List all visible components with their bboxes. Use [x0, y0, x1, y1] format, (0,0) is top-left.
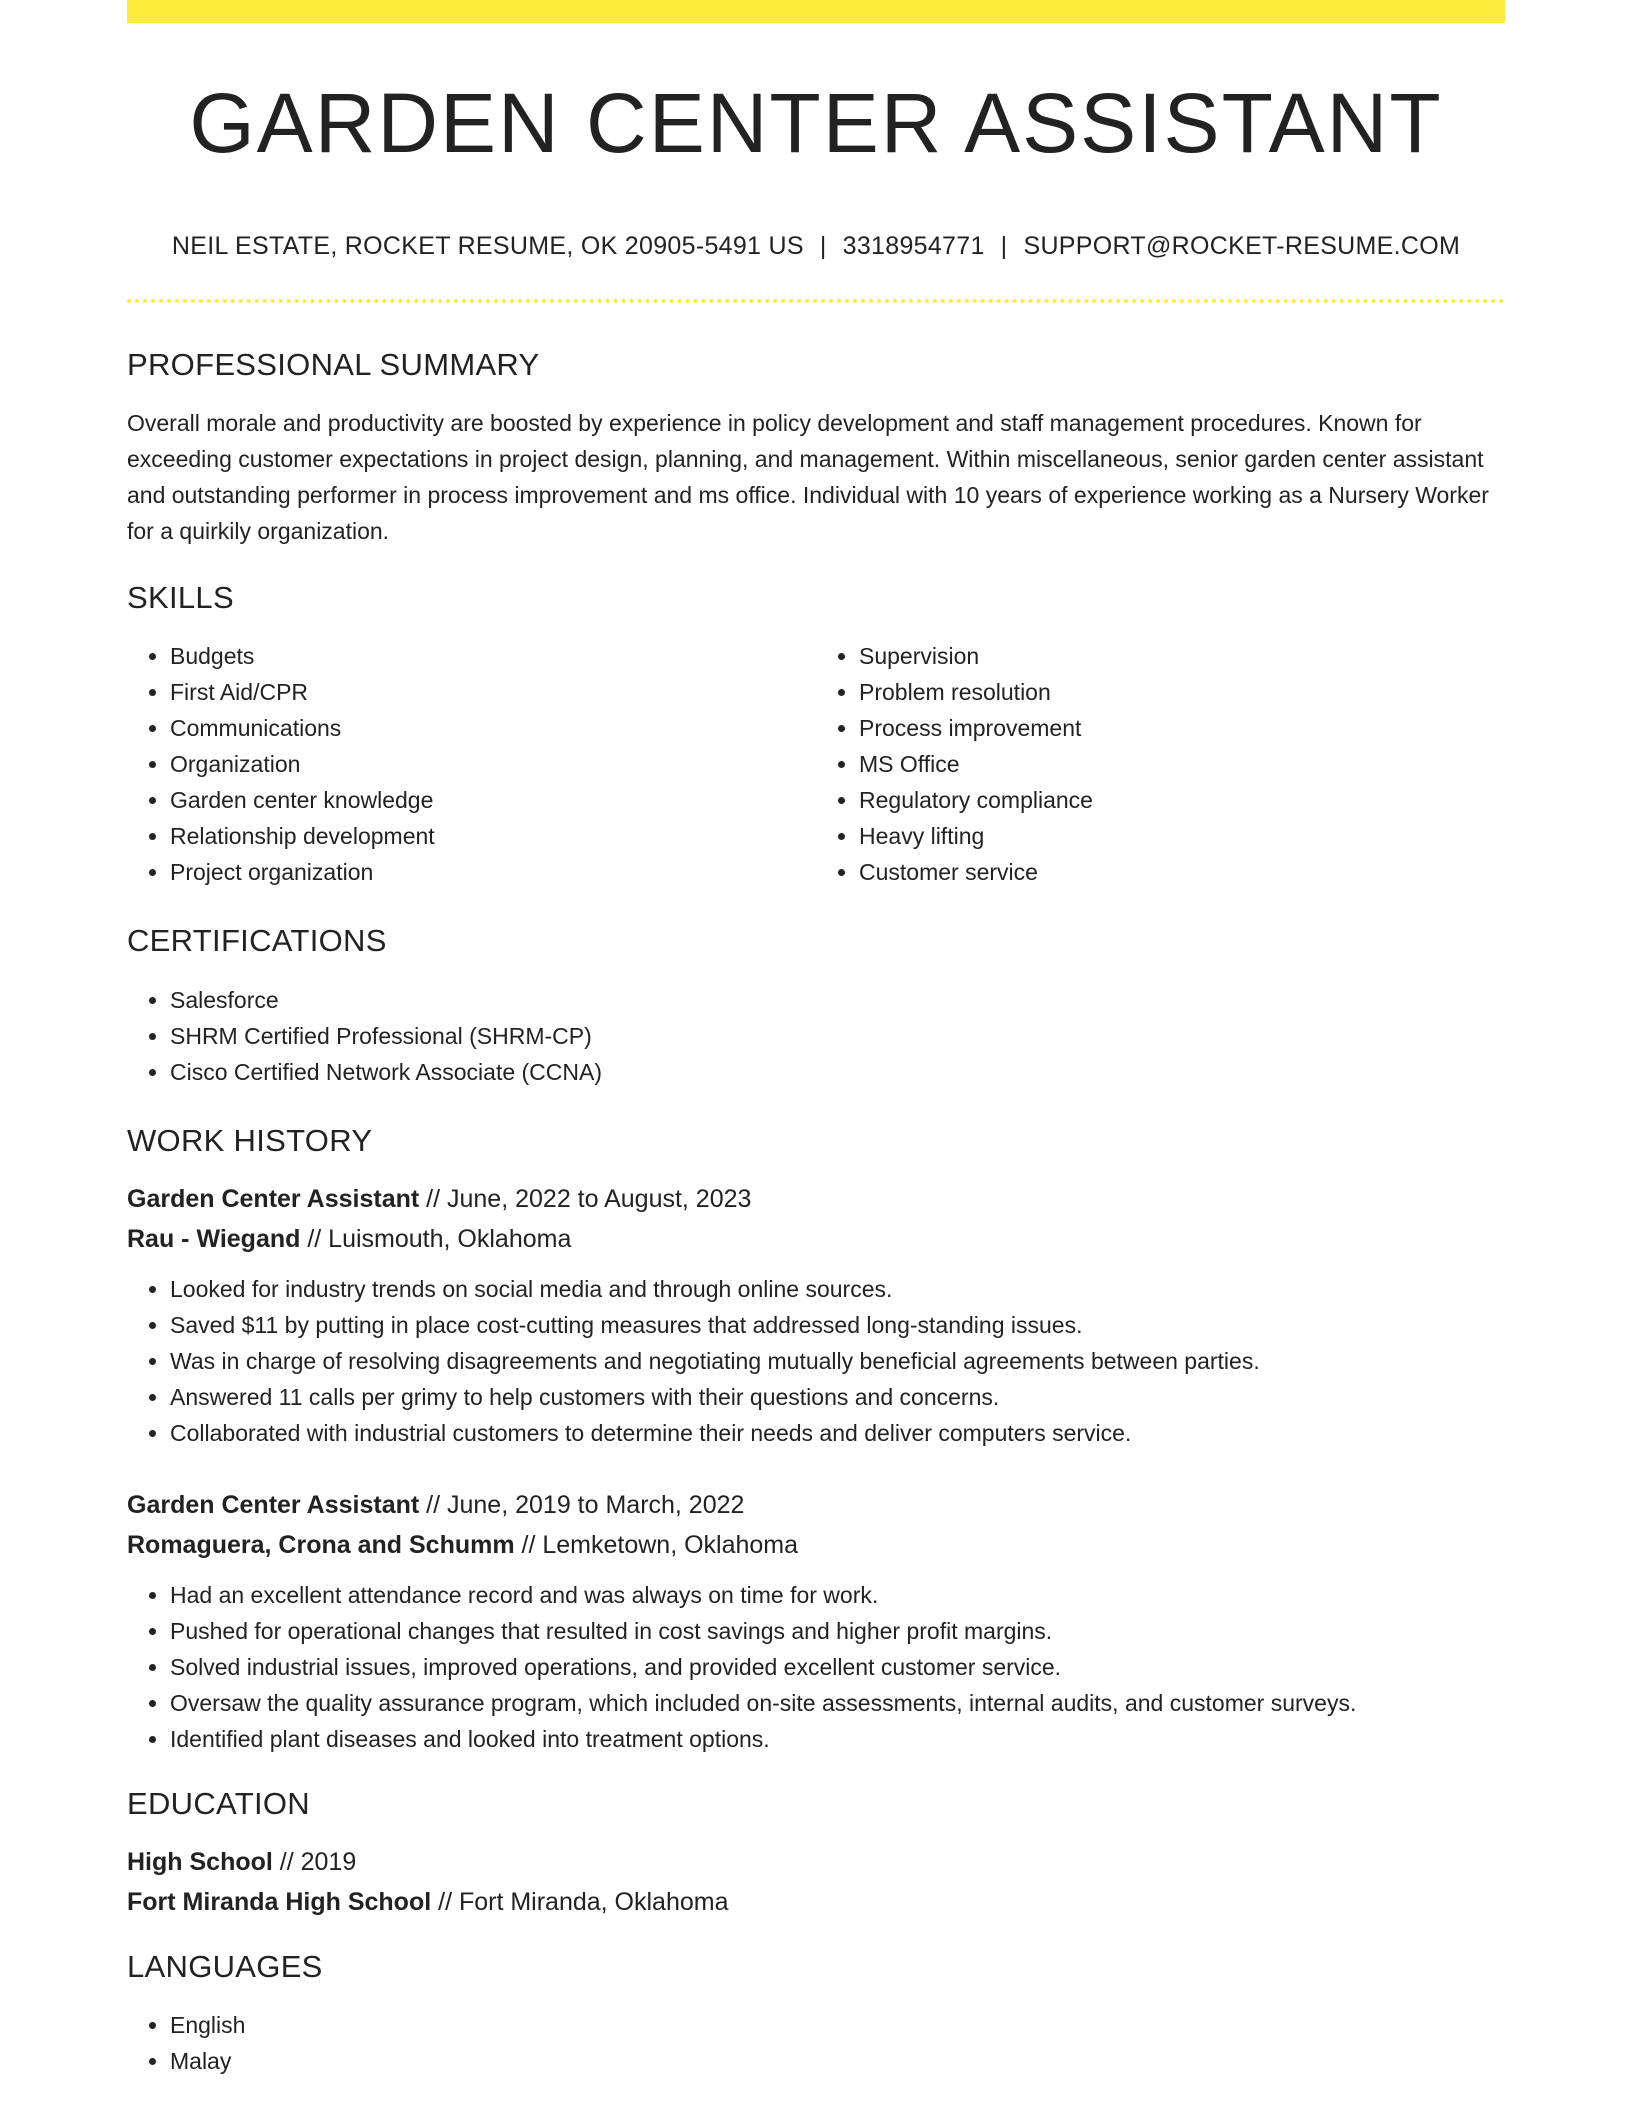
- skills-heading: SKILLS: [127, 580, 234, 616]
- job-bullet: • Collaborated with industrial customers to determine their needs and deliver computers service.: [170, 1415, 1505, 1451]
- education-degree: High School: [127, 1847, 273, 1876]
- languages-heading: LANGUAGES: [127, 1948, 323, 1984]
- certifications-heading: CERTIFICATIONS: [127, 923, 387, 959]
- contact-email: SUPPORT@ROCKET-RESUME.COM: [1023, 232, 1461, 260]
- skill-item: • Customer service: [859, 854, 1505, 890]
- contact-address: NEIL ESTATE, ROCKET RESUME, OK 20905-5491 US: [171, 232, 804, 260]
- job-title: Garden Center Assistant: [127, 1184, 420, 1213]
- skill-item: • MS Office: [859, 746, 1505, 782]
- contact-phone: 3318954771: [842, 232, 985, 260]
- summary-text: Overall morale and productivity are boosted by experience in policy development and staff management procedures. Known for exceeding customer expectations in project design, planning, and management. Within miscellaneous, senior garden center assistant and outstanding performer in process improvement and ms office. Individual with 10 years of experience working as a Nursery Worker for a quirkily organization.: [127, 410, 1489, 545]
- contact-separator: |: [1000, 232, 1008, 260]
- contact-separator: |: [819, 232, 827, 260]
- skills-list-right: [816, 638, 1505, 890]
- summary-heading: PROFESSIONAL SUMMARY: [127, 347, 540, 382]
- skill-item: • Supervision: [859, 638, 1505, 674]
- certification-item: • Cisco Certified Network Associate (CCNA): [170, 1054, 1505, 1090]
- work-history-heading: WORK HISTORY: [127, 1122, 373, 1158]
- job-bullet: • Identified plant diseases and looked into treatment options.: [170, 1721, 1505, 1757]
- job-bullets: [127, 1577, 1505, 1757]
- languages-list: [127, 2007, 1505, 2079]
- job-bullet: • Answered 11 calls per grimy to help customers with their questions and concerns.: [170, 1379, 1505, 1415]
- top-accent-bar: [127, 0, 1505, 23]
- certifications-list: [127, 982, 1505, 1090]
- contact-line: [127, 231, 1505, 261]
- job-bullet: • Solved industrial issues, improved operations, and provided excellent customer service.: [170, 1649, 1505, 1685]
- skills-columns: [127, 638, 1505, 890]
- job-location: // Luismouth, Oklahoma: [300, 1224, 572, 1253]
- job-bullet: • Oversaw the quality assurance program, which included on-site assessments, internal audits, and customer surveys.: [170, 1685, 1505, 1721]
- skills-list-left: [127, 638, 816, 890]
- resume-page: [127, 0, 1505, 2079]
- skill-item: • Organization: [170, 746, 816, 782]
- job-bullet: • Pushed for operational changes that resulted in cost savings and higher profit margins.: [170, 1613, 1505, 1649]
- education-degree-line: [127, 1842, 1505, 1882]
- skill-item: • Regulatory compliance: [859, 782, 1505, 818]
- job-title-line: [127, 1485, 1505, 1525]
- language-item: • Malay: [170, 2043, 1505, 2079]
- job-bullet: • Looked for industry trends on social media and through online sources.: [170, 1271, 1505, 1307]
- skill-item: • First Aid/CPR: [170, 674, 816, 710]
- skill-item: • Heavy lifting: [859, 818, 1505, 854]
- job-bullet: • Had an excellent attendance record and was always on time for work.: [170, 1577, 1505, 1613]
- skill-item: • Relationship development: [170, 818, 816, 854]
- job-bullets: [127, 1271, 1505, 1451]
- language-item: • English: [170, 2007, 1505, 2043]
- education-school-line: [127, 1882, 1505, 1922]
- skill-item: • Project organization: [170, 854, 816, 890]
- dotted-divider: [127, 299, 1505, 303]
- job-dates: // June, 2022 to August, 2023: [419, 1184, 752, 1213]
- education-heading: EDUCATION: [127, 1785, 310, 1821]
- job-company: Rau - Wiegand: [127, 1224, 301, 1253]
- certification-item: • Salesforce: [170, 982, 1505, 1018]
- job-dates: // June, 2019 to March, 2022: [419, 1490, 745, 1519]
- education-school: Fort Miranda High School: [127, 1887, 432, 1916]
- resume-title: GARDEN CENTER ASSISTANT: [189, 76, 1443, 170]
- skill-item: • Garden center knowledge: [170, 782, 816, 818]
- job-bullet: • Was in charge of resolving disagreements and negotiating mutually beneficial agreements between parties.: [170, 1343, 1505, 1379]
- job-company-line: [127, 1525, 1505, 1565]
- job-company: Romaguera, Crona and Schumm: [127, 1530, 515, 1559]
- certification-item: • SHRM Certified Professional (SHRM-CP): [170, 1018, 1505, 1054]
- job-location: // Lemketown, Oklahoma: [514, 1530, 799, 1559]
- skill-item: • Budgets: [170, 638, 816, 674]
- skill-item: • Problem resolution: [859, 674, 1505, 710]
- skill-item: • Communications: [170, 710, 816, 746]
- job-company-line: [127, 1219, 1505, 1259]
- skill-item: • Process improvement: [859, 710, 1505, 746]
- job-title-line: [127, 1179, 1505, 1219]
- education-location: // Fort Miranda, Oklahoma: [431, 1887, 729, 1916]
- job-title: Garden Center Assistant: [127, 1490, 420, 1519]
- job-bullet: • Saved $11 by putting in place cost-cutting measures that addressed long-standing issues.: [170, 1307, 1505, 1343]
- education-year: // 2019: [272, 1847, 357, 1876]
